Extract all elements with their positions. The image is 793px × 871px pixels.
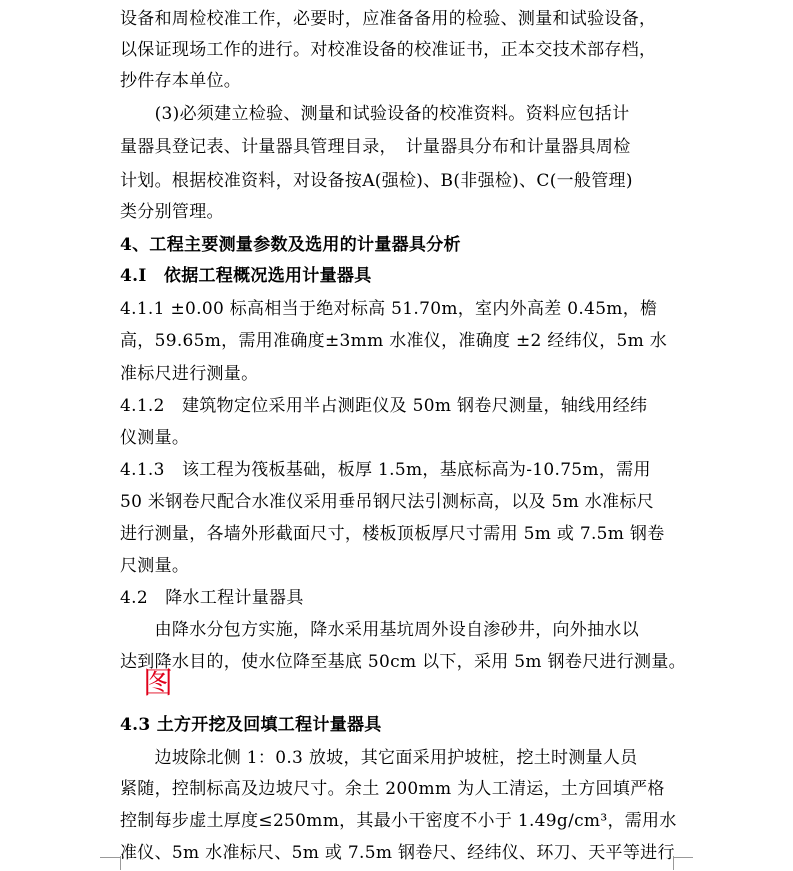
paragraph-line: 进行测量，各墙外形截面尺寸，楼板顶板厚尺寸需用 5m 或 7.5m 钢卷 — [120, 524, 665, 544]
paragraph-line: 4.1.3 该工程为筏板基础，板厚 1.5m，基底标高为-10.75m，需用 — [120, 460, 651, 480]
paragraph-line: 由降水分包方实施，降水采用基坑周外设自渗砂井，向外抽水以 — [120, 620, 639, 640]
paragraph-line: 边坡除北侧 1：0.3 放坡，其它面采用护坡桩，挖土时测量人员 — [120, 748, 638, 768]
paragraph-line: 仪测量。 — [120, 428, 190, 448]
paragraph-line: 设备和周检校准工作，必要时，应准备备用的检验、测量和试验设备， — [120, 9, 657, 29]
subsection-heading: 4.2 降水工程计量器具 — [120, 588, 304, 608]
paragraph-line: 50 米钢卷尺配合水准仪采用垂吊钢尺法引测标高，以及 5m 水准标尺 — [120, 492, 654, 512]
margin-corner-mark — [115, 856, 121, 870]
subsection-heading: 4.3 土方开挖及回填工程计量器具 — [120, 715, 382, 735]
paragraph-line: 计划。根据校准资料，对设备按A(强检)、B(非强检)、C(一般管理) — [120, 171, 633, 191]
paragraph-line: 准仪、5m 水准标尺、5m 或 7.5m 钢卷尺、经纬仪、环刀、天平等进行 — [120, 843, 675, 863]
paragraph-line: 控制每步虚土厚度≤250mm，其最小干密度不小于 1.49g/cm³，需用水 — [120, 811, 677, 831]
paragraph-line: 高，59.65m，需用准确度±3mm 水准仪，准确度 ±2 经纬仪，5m 水 — [120, 331, 668, 351]
paragraph-line: 量器具登记表、计量器具管理目录， 计量器具分布和计量器具周检 — [120, 137, 631, 157]
section-heading: 4、工程主要测量参数及选用的计量器具分析 — [120, 235, 461, 255]
paragraph-line: 紧随，控制标高及边坡尺寸。余土 200mm 为人工清运，土方回填严格 — [120, 779, 665, 799]
paragraph-line: 准标尺进行测量。 — [120, 364, 259, 384]
paragraph-line: 4.1.1 ±0.00 标高相当于绝对标高 51.70m，室内外高差 0.45m，檐 — [120, 299, 658, 319]
paragraph-line: 4.1.2 建筑物定位采用半占测距仪及 50m 钢卷尺测量，轴线用经纬 — [120, 396, 648, 416]
margin-corner-mark — [673, 856, 693, 858]
subsection-heading: 4.Ⅰ 依据工程概况选用计量器具 — [120, 266, 372, 286]
paragraph-line: 达到降水目的，使水位降至基底 50cm 以下，采用 5m 钢卷尺进行测量。 — [120, 652, 686, 672]
figure-label: 图 — [143, 666, 173, 701]
paragraph-line: (3)必须建立检验、测量和试验设备的校准资料。资料应包括计 — [120, 104, 630, 124]
paragraph-line: 类分别管理。 — [120, 202, 224, 222]
paragraph-line: 抄件存本单位。 — [120, 71, 242, 91]
paragraph-line: 以保证现场工作的进行。对校准设备的校准证书，正本交技术部存档， — [120, 40, 657, 60]
margin-corner-mark — [673, 856, 679, 870]
margin-corner-mark — [100, 856, 120, 858]
paragraph-line: 尺测量。 — [120, 556, 190, 576]
